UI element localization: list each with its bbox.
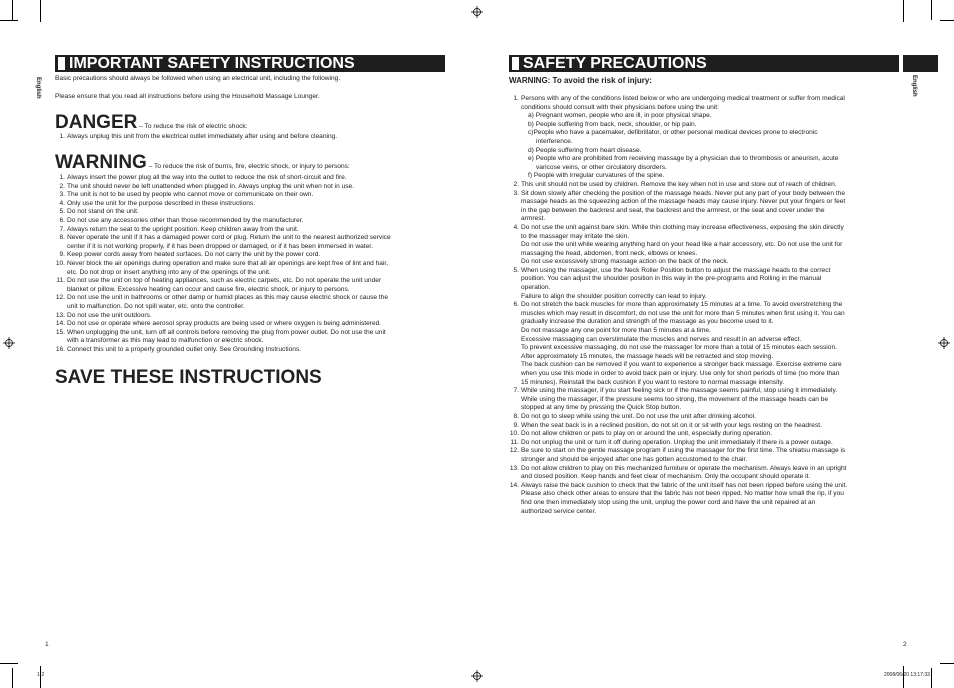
list-number: 4. — [59, 199, 65, 207]
list-number: 1. — [59, 133, 65, 140]
list-item — [509, 224, 901, 267]
precautions-list — [509, 95, 901, 516]
list-item-text: While using the massager, if the pressure seems too strong, the movement of the massage heads can be — [521, 395, 829, 403]
list-item — [509, 422, 901, 431]
list-item — [55, 329, 447, 346]
list-item — [509, 482, 901, 516]
list-number: 3. — [513, 189, 519, 197]
list-item — [55, 346, 447, 355]
list-item — [55, 312, 447, 321]
list-item-text: d) People suffering from heart disease. — [528, 146, 642, 154]
list-item-text: Always return the seat to the upright position. Keep children away from the unit. — [67, 225, 299, 233]
crop-mark — [40, 0, 41, 22]
list-number: 10. — [509, 430, 519, 438]
warning-subtitle: – To reduce the risk of burns, fire, electric shock, or injury to persons: — [146, 163, 350, 170]
list-item-text: varicose veins, or other circulatory disorders. — [536, 163, 667, 171]
list-item-text: Never operate the unit if it has a damaged power cord or plug. Return the unit to the nearest authorized service — [67, 234, 391, 242]
list-item-text: This unit should not be used by children. Remove the key when not in use and store out of reach of children. — [521, 180, 837, 188]
list-number: 11. — [56, 277, 65, 285]
crop-mark — [931, 0, 932, 20]
list-number: 7. — [513, 387, 519, 395]
list-item — [509, 387, 901, 413]
list-item-text: Please also check other areas to ensure that the fabric has not been ripped. No matter how small the rip, if you — [521, 490, 844, 498]
list-item — [55, 277, 447, 294]
list-item — [509, 181, 901, 190]
list-number: 4. — [513, 223, 519, 231]
registration-mark-icon — [471, 670, 483, 682]
list-number: 9. — [513, 421, 519, 429]
list-item-text: Do not allow children or pets to play on or around the unit, especially during operation. — [521, 430, 773, 438]
list-item-text: etc. Do not drop or insert anything into any of the openings of the unit. — [67, 268, 271, 276]
list-number: 15. — [55, 328, 65, 336]
list-item — [509, 430, 901, 439]
intro-text-1: Basic precautions should always be followed when using an electrical unit, including the following. — [55, 75, 341, 82]
list-item-text: Keep power cords away from heated surfaces. Do not carry the unit by the power cord. — [67, 251, 321, 259]
list-item — [55, 260, 447, 277]
list-item — [509, 447, 901, 464]
registration-mark-icon — [471, 6, 483, 18]
list-item-text: Excessive massaging can overstimulate the muscles and nerves and result in an adverse effect. — [521, 335, 802, 343]
crop-mark — [940, 20, 954, 21]
list-item-text: massaging the head, abdomen, front neck, elbows or knees. — [521, 249, 698, 257]
list-item-text: To prevent excessive massaging, do not use the massager for more than a total of 15 minutes each session. — [521, 344, 837, 352]
list-item-text: authorized service center. — [521, 507, 597, 515]
list-item-text: and closed position. Keep hands and feet clear of mechanism. Only the occupant should operate it. — [521, 473, 811, 481]
language-tab-label: English — [911, 75, 917, 97]
list-item-text: While using the massager, if you start feeling sick or if the massage seems painful, stop using it immediately. — [521, 387, 838, 395]
list-item — [55, 217, 447, 226]
danger-subtitle: – To reduce the risk of electric shock: — [137, 123, 248, 130]
list-number: 9. — [59, 251, 65, 259]
list-item — [55, 294, 447, 311]
list-item-text: massage heads as the squeezing action of the massage heads may cause injury. Never put your fingers or feet — [521, 198, 846, 206]
list-item-text: in the gap between the backrest and seat, the backrest and the armrest, or the seat and cover under the — [521, 206, 825, 214]
language-tab-label: English — [35, 77, 41, 99]
list-item-text: Do not use any accessories other than those recommended by the manufacturer. — [67, 216, 304, 224]
list-item — [509, 465, 901, 482]
list-item-text: armrest. — [521, 215, 546, 223]
list-number: 14. — [55, 320, 65, 328]
list-number: 13. — [509, 464, 519, 472]
list-item-text: Do not stand on the unit. — [67, 208, 139, 216]
list-item — [55, 320, 447, 329]
save-instructions-heading: SAVE THESE INSTRUCTIONS — [55, 367, 322, 388]
list-item-text: Do not stretch the back muscles for more than approximately 15 minutes at a time. To avoid overstretching the — [521, 301, 843, 309]
banner-extension — [903, 55, 938, 72]
banner-square-icon — [58, 57, 65, 70]
list-item — [55, 183, 447, 192]
list-item-text: unit to malfunction. Do not spill water, etc. onto the controller. — [67, 302, 245, 310]
list-item — [55, 200, 447, 209]
list-item-text: position. You can adjust the shoulder position in this way in the pre-programs and Rolling in the manual — [521, 275, 822, 283]
list-item-text: Do not go to sleep while using the unit. Do not use the unit after drinking alcohol. — [521, 412, 756, 420]
list-item-text: Never block the air openings during operation and make sure that all air openings are kept free of lint and hair, — [67, 259, 389, 267]
list-item-text: c)People who have a pacemaker, defibrillator, or other personal medical devices prone to electronic — [528, 129, 818, 137]
warning-title: WARNING — [55, 152, 147, 173]
list-item-text: Do not use the unit on top of heating appliances, such as electric carpets, etc. Do not operate the unit under — [67, 277, 382, 285]
list-item — [509, 301, 901, 387]
list-number: 10. — [55, 259, 65, 267]
list-item-text: Do not use the unit while wearing anything hard on your head like a hair accessory, etc. Do not use the unit for — [521, 241, 843, 249]
crop-mark — [0, 663, 18, 664]
list-item-text: Sit down slowly after checking the position of the massage heads. Never put any part of your body between the — [521, 189, 846, 197]
danger-list — [55, 133, 447, 142]
list-item-text: to the massager may irritate the skin. — [521, 232, 630, 240]
list-number: 8. — [59, 234, 65, 242]
list-item-text: gradually increase the duration and strength of the massage as you become used to it. — [521, 318, 774, 326]
list-item — [509, 190, 901, 224]
list-item — [55, 208, 447, 217]
list-number: 2. — [513, 180, 519, 188]
list-number: 8. — [513, 412, 519, 420]
important-safety-banner — [55, 55, 445, 72]
crop-mark — [12, 668, 13, 688]
page-number-left: 1 — [45, 641, 49, 648]
list-number: 14. — [509, 481, 519, 489]
list-item-text: The back cushion can be removed if you want to experience a stronger back massage. Exercise extreme care — [521, 361, 842, 369]
list-item-text: Failure to align the shoulder position correctly can lead to injury. — [521, 292, 707, 300]
list-item — [509, 439, 901, 448]
list-number: 6. — [59, 216, 65, 224]
safety-precautions-banner — [509, 55, 899, 72]
list-item-text: Connect this unit to a properly grounded outlet only. See Grounding Instructions. — [67, 345, 302, 353]
list-item — [509, 95, 901, 181]
list-number: 3. — [59, 191, 65, 199]
banner-square-icon — [512, 57, 519, 70]
registration-mark-icon — [3, 337, 15, 349]
list-item-text: find one then immediately stop using the unit, unplug the power cord and have the unit repaired at an — [521, 498, 816, 506]
footer-code: 1-2 — [37, 672, 45, 678]
list-number: 5. — [513, 266, 519, 274]
list-number: 13. — [55, 311, 65, 319]
list-number: 11. — [510, 438, 519, 446]
list-item-text: a) Pregnant women, people who are ill, in poor physical shape. — [528, 112, 712, 120]
list-item-text: Persons with any of the conditions listed below or who are undergoing medical treatment or suffer from medical — [521, 95, 845, 102]
list-item-text: Do not use excessively strong massage action on the back of the neck. — [521, 258, 729, 266]
list-item-text: muscles which may result in discomfort, do not use the unit for more than 5 minutes when first using it. You can — [521, 309, 845, 317]
list-item — [509, 413, 901, 422]
registration-mark-icon — [938, 337, 950, 349]
list-item-text: Do not allow children to play on this mechanized furniture or operate the mechanism. Always leave in an upright — [521, 464, 847, 472]
list-item-text: interference. — [536, 137, 573, 145]
crop-mark — [931, 668, 932, 688]
intro-text-2: Please ensure that you read all instructions before using the Household Massage Lounger. — [55, 93, 320, 100]
list-item — [55, 133, 447, 142]
list-number: 7. — [59, 225, 65, 233]
list-item-text: The unit should never be left unattended when plugged in. Always unplug the unit when not in use. — [67, 182, 355, 190]
list-number: 5. — [59, 208, 65, 216]
list-item-text: When using the massager, use the Neck Roller Position button to adjust the massage heads to the correct — [521, 266, 831, 274]
list-item-text: b) People suffering from back, neck, shoulder, or hip pain. — [528, 120, 697, 128]
list-number: 2. — [59, 182, 65, 190]
list-item-text: when you use this mode in order to avoid back pain or injury. Use only for short periods of time (no more than — [521, 370, 840, 377]
list-item-text: Do not unplug the unit or turn it off during operation. Unplug the unit immediately if there is a power outage. — [521, 438, 833, 446]
list-item-text: When unplugging the unit, turn off all controls before removing the plug from power outlet. Do not use the unit — [67, 328, 386, 336]
banner-title: IMPORTANT SAFETY INSTRUCTIONS — [69, 55, 355, 72]
list-item — [55, 251, 447, 260]
list-item-text: Only use the unit for the purpose described in these instructions. — [67, 199, 256, 207]
list-item-text: When the seat back is in a reclined position, do not sit on it or sit with your legs resting on the headrest. — [521, 421, 822, 429]
crop-mark — [0, 20, 18, 21]
list-item-text: stronger and should be enjoyed after one has gotten accustomed to the chair. — [521, 455, 748, 463]
list-number: 6. — [513, 301, 519, 309]
list-item-text: The unit is not to be used by people who cannot move or communicate on their own. — [67, 191, 314, 199]
list-item-text: 15 minutes). Reinstall the back cushion if you want to restore to normal massage intensity. — [521, 378, 785, 386]
list-item-text: Do not massage any one point for more than 5 minutes at a time. — [521, 327, 711, 335]
list-item-text: After approximately 15 minutes, the massage heads will be retracted and stop moving. — [521, 352, 774, 360]
footer-stamp: 2008/06/20 13:17:33 — [884, 672, 930, 678]
list-number: 12. — [55, 294, 65, 302]
list-item-text: center if it is not working properly, if it has been dropped or damaged, or if it has been immersed in water. — [67, 242, 373, 250]
list-item-text: Always raise the back cushion to check that the fabric of the unit itself has not been ripped before using the unit. — [521, 481, 848, 489]
list-item-text: Always unplug this unit from the electrical outlet immediately after using and before cleaning. — [67, 133, 338, 140]
list-item — [55, 226, 447, 235]
list-item-text: blanket or pillow. Excessive heating can occur and cause fire, electric shock, or injury to persons. — [67, 285, 350, 293]
danger-title: DANGER — [55, 112, 138, 133]
list-item-text: Do not use the unit outdoors. — [67, 311, 152, 319]
list-item-text: stopped at any time by pressing the Quick Stop button. — [521, 404, 682, 412]
list-item-text: e) People who are prohibited from receiving massage by a physician due to thrombosis or aneurism, acute — [528, 155, 839, 163]
list-item — [55, 191, 447, 200]
list-item-text: conditions should consult with their physicians before using the unit: — [521, 103, 719, 111]
crop-mark — [903, 0, 904, 22]
list-item-text: Be sure to start on the gentle massage program if using the massager for the first time. The shiatsu massage is — [521, 447, 846, 455]
list-item — [55, 174, 447, 183]
list-number: 1. — [513, 95, 519, 102]
crop-mark — [940, 663, 954, 664]
warning-list — [55, 174, 447, 354]
list-item-text: with a transformer as this may lead to malfunction or electric shock. — [67, 337, 264, 345]
crop-mark — [12, 0, 13, 20]
list-number: 12. — [509, 447, 519, 455]
list-item-text: Do not use or operate where aerosol spray products are being used or where oxygen is being administered. — [67, 320, 382, 328]
list-item-text: Do not use the unit in bathrooms or other damp or humid places as this may cause electric shock or cause the — [67, 294, 389, 302]
list-number: 16. — [55, 345, 65, 353]
list-item-text: Do not use the unit against bare skin. While thin clothing may increase effectiveness, exposing the skin directly — [521, 223, 844, 231]
list-item-text: operation. — [521, 284, 551, 292]
list-item — [55, 234, 447, 251]
warning-risk-heading: WARNING: To avoid the risk of injury: — [509, 76, 652, 85]
page-number-right: 2 — [903, 641, 907, 648]
list-number: 1. — [59, 174, 65, 181]
list-item — [509, 267, 901, 301]
list-item-text: Always insert the power plug all the way into the outlet to reduce the risk of short-circuit and fire. — [67, 174, 347, 181]
list-item-text: f) People with irregular curvatures of the spine. — [528, 172, 665, 180]
banner-title: SAFETY PRECAUTIONS — [523, 55, 707, 72]
